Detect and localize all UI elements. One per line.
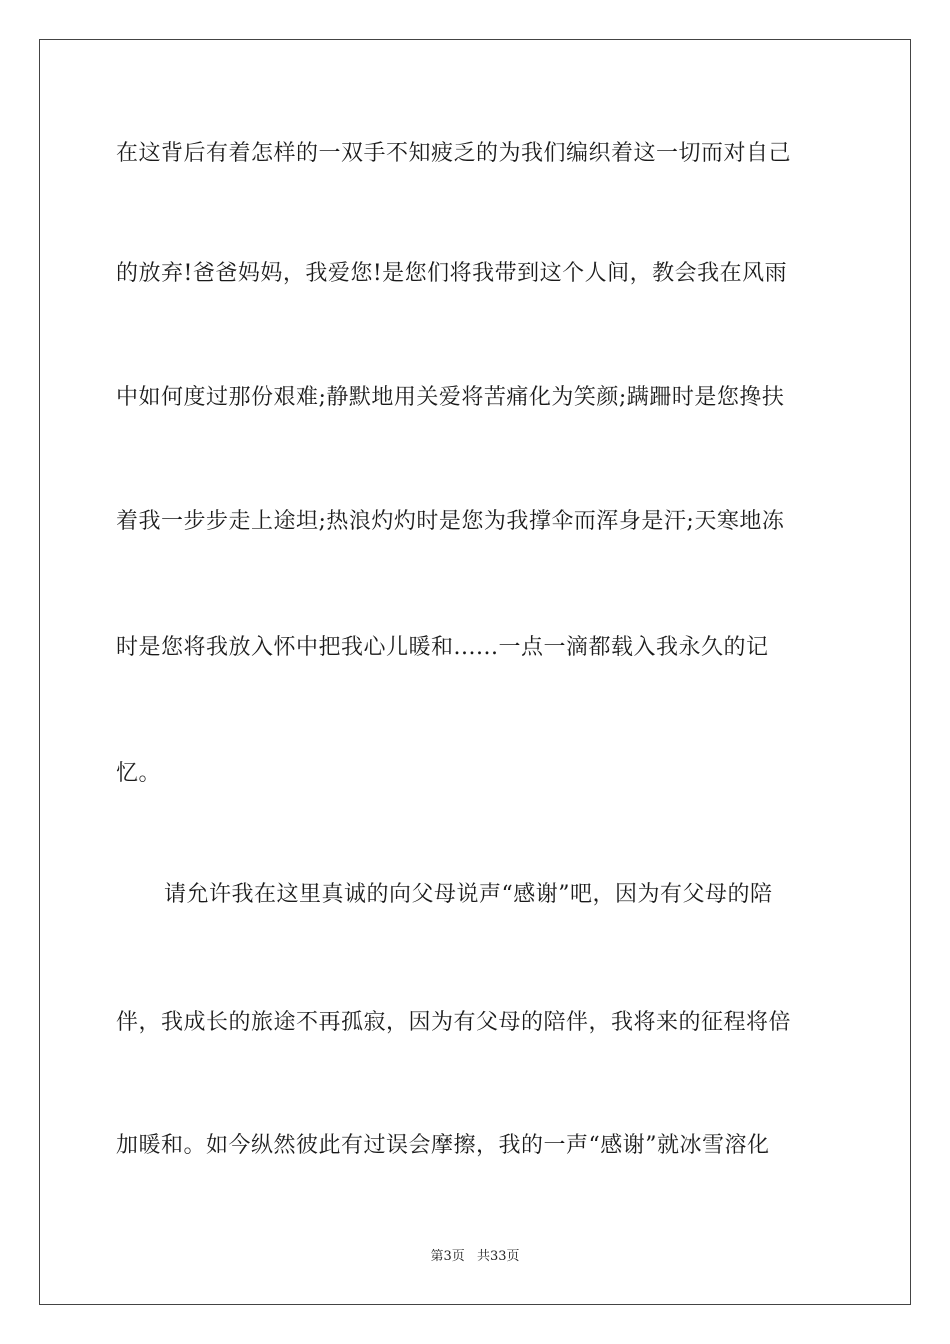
paragraph-line: 忆。 — [116, 761, 162, 786]
total-pages-label: 共33页 — [476, 1249, 520, 1264]
current-page-label: 第3页 — [430, 1249, 465, 1264]
paragraph-line: 时是您将我放入怀中把我心儿暖和......一点一滴都载入我永久的记 — [116, 635, 769, 660]
page-footer — [0, 1245, 950, 1264]
paragraph-line: 加暖和。如今纵然彼此有过误会摩擦，我的一声“感谢”就冰雪溶化 — [116, 1133, 770, 1158]
paragraph-line: 的放弃!爸爸妈妈，我爱您!是您们将我带到这个人间，教会我在风雨 — [116, 261, 788, 286]
paragraph-line: 着我一步步走上途坦;热浪灼灼时是您为我撑伞而浑身是汗;天寒地冻 — [116, 509, 785, 534]
paragraph-line: 在这背后有着怎样的一双手不知疲乏的为我们编织着这一切而对自己 — [116, 141, 792, 166]
page-border — [39, 39, 911, 1305]
paragraph-line: 伴，我成长的旅途不再孤寂，因为有父母的陪伴，我将来的征程将倍 — [116, 1010, 792, 1035]
paragraph-line: 请允许我在这里真诚的向父母说声“感谢”吧，因为有父母的陪 — [164, 882, 773, 907]
paragraph-line: 中如何度过那份艰难;静默地用关爱将苦痛化为笑颜;蹒跚时是您搀扶 — [116, 385, 785, 410]
